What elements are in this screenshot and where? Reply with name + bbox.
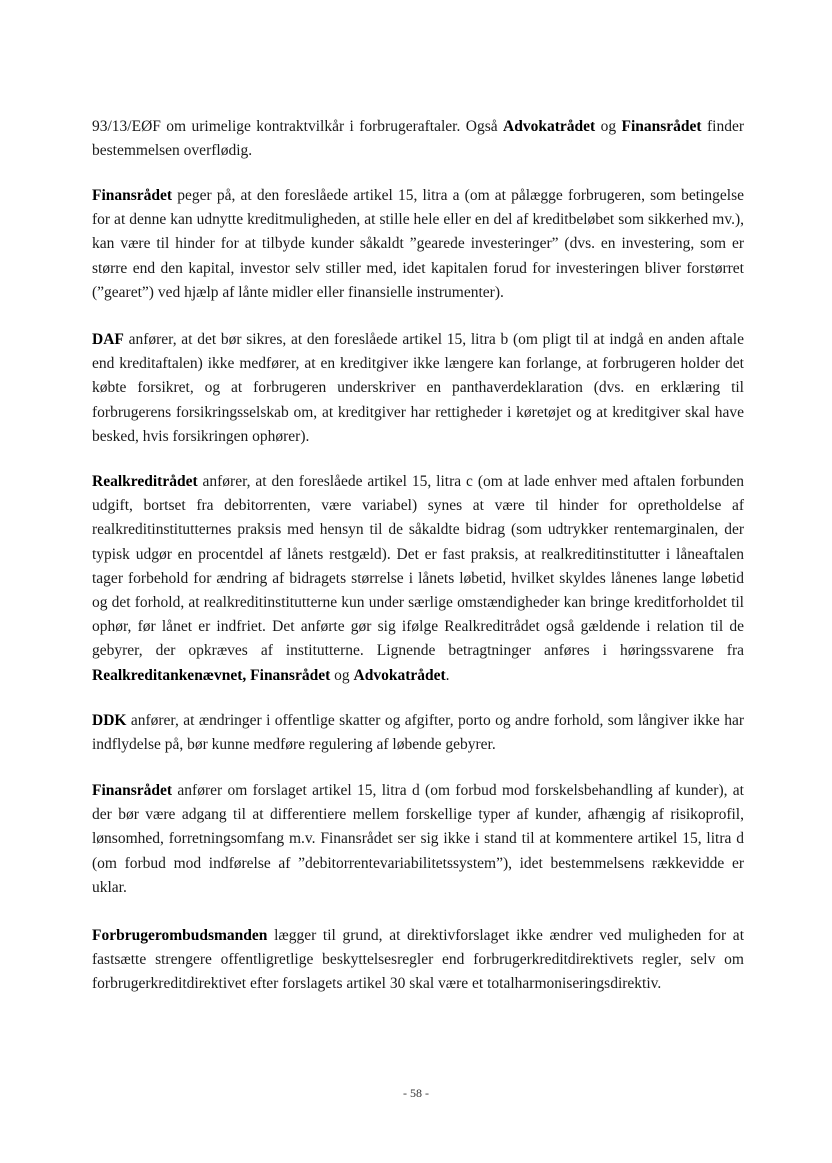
bold-term: DAF bbox=[92, 331, 124, 348]
paragraph-text: og bbox=[595, 118, 622, 135]
bold-term: Realkreditrådet bbox=[92, 473, 198, 490]
bold-term: Advokatrådet bbox=[353, 666, 446, 684]
paragraph-text: peger på, at den foreslåede artikel 15, litra a (om at pålægge forbrugeren, som betingelse for at denne kan udnytte kreditmuligheden, at stille hele eller en del af kreditbeløbet som sikkerhed mv.), kan være til hinder for at tilbyde kunder såkaldt ”gearede investeringer” (dvs. en investering, som er større end den kapital, investor selv stiller med, idet kapitalen forud for investeringen bliver forstørret (”gearet”) ved hjælp af lånte midler eller finansielle instrumenter). bbox=[92, 187, 744, 301]
paragraph-text: finder bestemmelsen overflødig. bbox=[92, 118, 744, 160]
paragraph-text: anfører om forslaget artikel 15, litra d (om forbud mod forskelsbehandling af kunder), at der bør være adgang til at differentiere mellem forskellige typer af kunder, afhængig af risikoprofil, lønsomhed, forretningsomfang m.v. Finansrådet ser sig ikke i stand til at kommentere artikel 15, litra d (om forbud mod indførelse af ”debitorrentevariabilitetssystem”), idet bestemmelsens rækkevidde er uklar. bbox=[92, 782, 744, 896]
bold-term: Finansrådet bbox=[92, 782, 173, 799]
bold-term: DDK bbox=[92, 712, 127, 729]
paragraph-text: lægger til grund, at direktivforslaget ikke ændrer ved muligheden for at fastsætte strengere offentligretlige beskyttelsesregler end forbrugerkreditdirektivets regler, selv om forbrugerkreditdirektivet efter forslagets artikel 30 skal være et totalharmoniseringsdirektiv. bbox=[92, 927, 744, 993]
paragraph-text: 93/13/EØF om urimelige kontraktvilkår i forbrugeraftaler. Også bbox=[92, 118, 504, 135]
paragraph-5 bbox=[92, 709, 744, 757]
paragraph-7 bbox=[92, 924, 744, 997]
paragraph-text: anfører, at ændringer i offentlige skatter og afgifter, porto og andre forhold, som långiver ikke har indflydelse på, bør kunne medføre regulering af løbende gebyrer. bbox=[92, 712, 744, 754]
paragraph-text: anfører, at det bør sikres, at den foreslåede artikel 15, litra b (om pligt til at indgå en anden aftale end kreditaftalen) ikke medfører, at en kreditgiver ikke længere kan forlange, at forbrugeren holder det købte forsikret, og at forbrugeren underskriver en panthaverdeklaration (dvs. en erklæring til forbrugerens forsikringsselskab om, at kreditgiver har rettigheder i køretøjet og at kreditgiver skal have besked, hvis forsikringen ophører). bbox=[92, 331, 744, 445]
page-number: - 58 - bbox=[403, 1086, 429, 1100]
paragraph-3 bbox=[92, 328, 744, 449]
paragraph-4 bbox=[92, 470, 744, 688]
bold-term: Advokatrådet bbox=[503, 118, 596, 135]
paragraph-text: anfører, at den foreslåede artikel 15, litra c (om at lade enhver med aftalen forbunden udgift, bortset fra debitorrenten, være variabel) synes at være til hinder for opretholdelse af realkreditinstitutternes praksis med hensyn til de såkaldte bidrag (som udtrykker rentemarginalen, der typisk udgør en procentdel af lånets restgæld). Det er fast praksis, at realkreditinstitutter i låneaftalen tager forbehold for ændring af bidragets størrelse i lånets løbetid, hvilket skyldes lånenes lange løbetid og det forhold, at realkreditinstitutterne kun under særlige omstændigheder kan bringe kreditforholdet til ophør, før lånet er indfriet. Det anførte gør sig ifølge Realkreditrådet også gældende i relation til de gebyrer, der opkræves af institutterne. Lignende betragtninger anføres i høringssvarene fra bbox=[92, 473, 744, 660]
paragraph-1 bbox=[92, 115, 744, 163]
bold-term: Forbrugerombudsmanden bbox=[92, 927, 268, 944]
bold-term: Finansrådet bbox=[621, 118, 702, 135]
bold-term: Realkreditankenævnet, Finansrådet bbox=[92, 666, 331, 684]
paragraph-6 bbox=[92, 779, 744, 900]
bold-term: Finansrådet bbox=[92, 187, 173, 204]
paragraph-text: . bbox=[445, 666, 450, 684]
paragraph-text: og bbox=[330, 666, 354, 684]
paragraph-2 bbox=[92, 184, 744, 305]
